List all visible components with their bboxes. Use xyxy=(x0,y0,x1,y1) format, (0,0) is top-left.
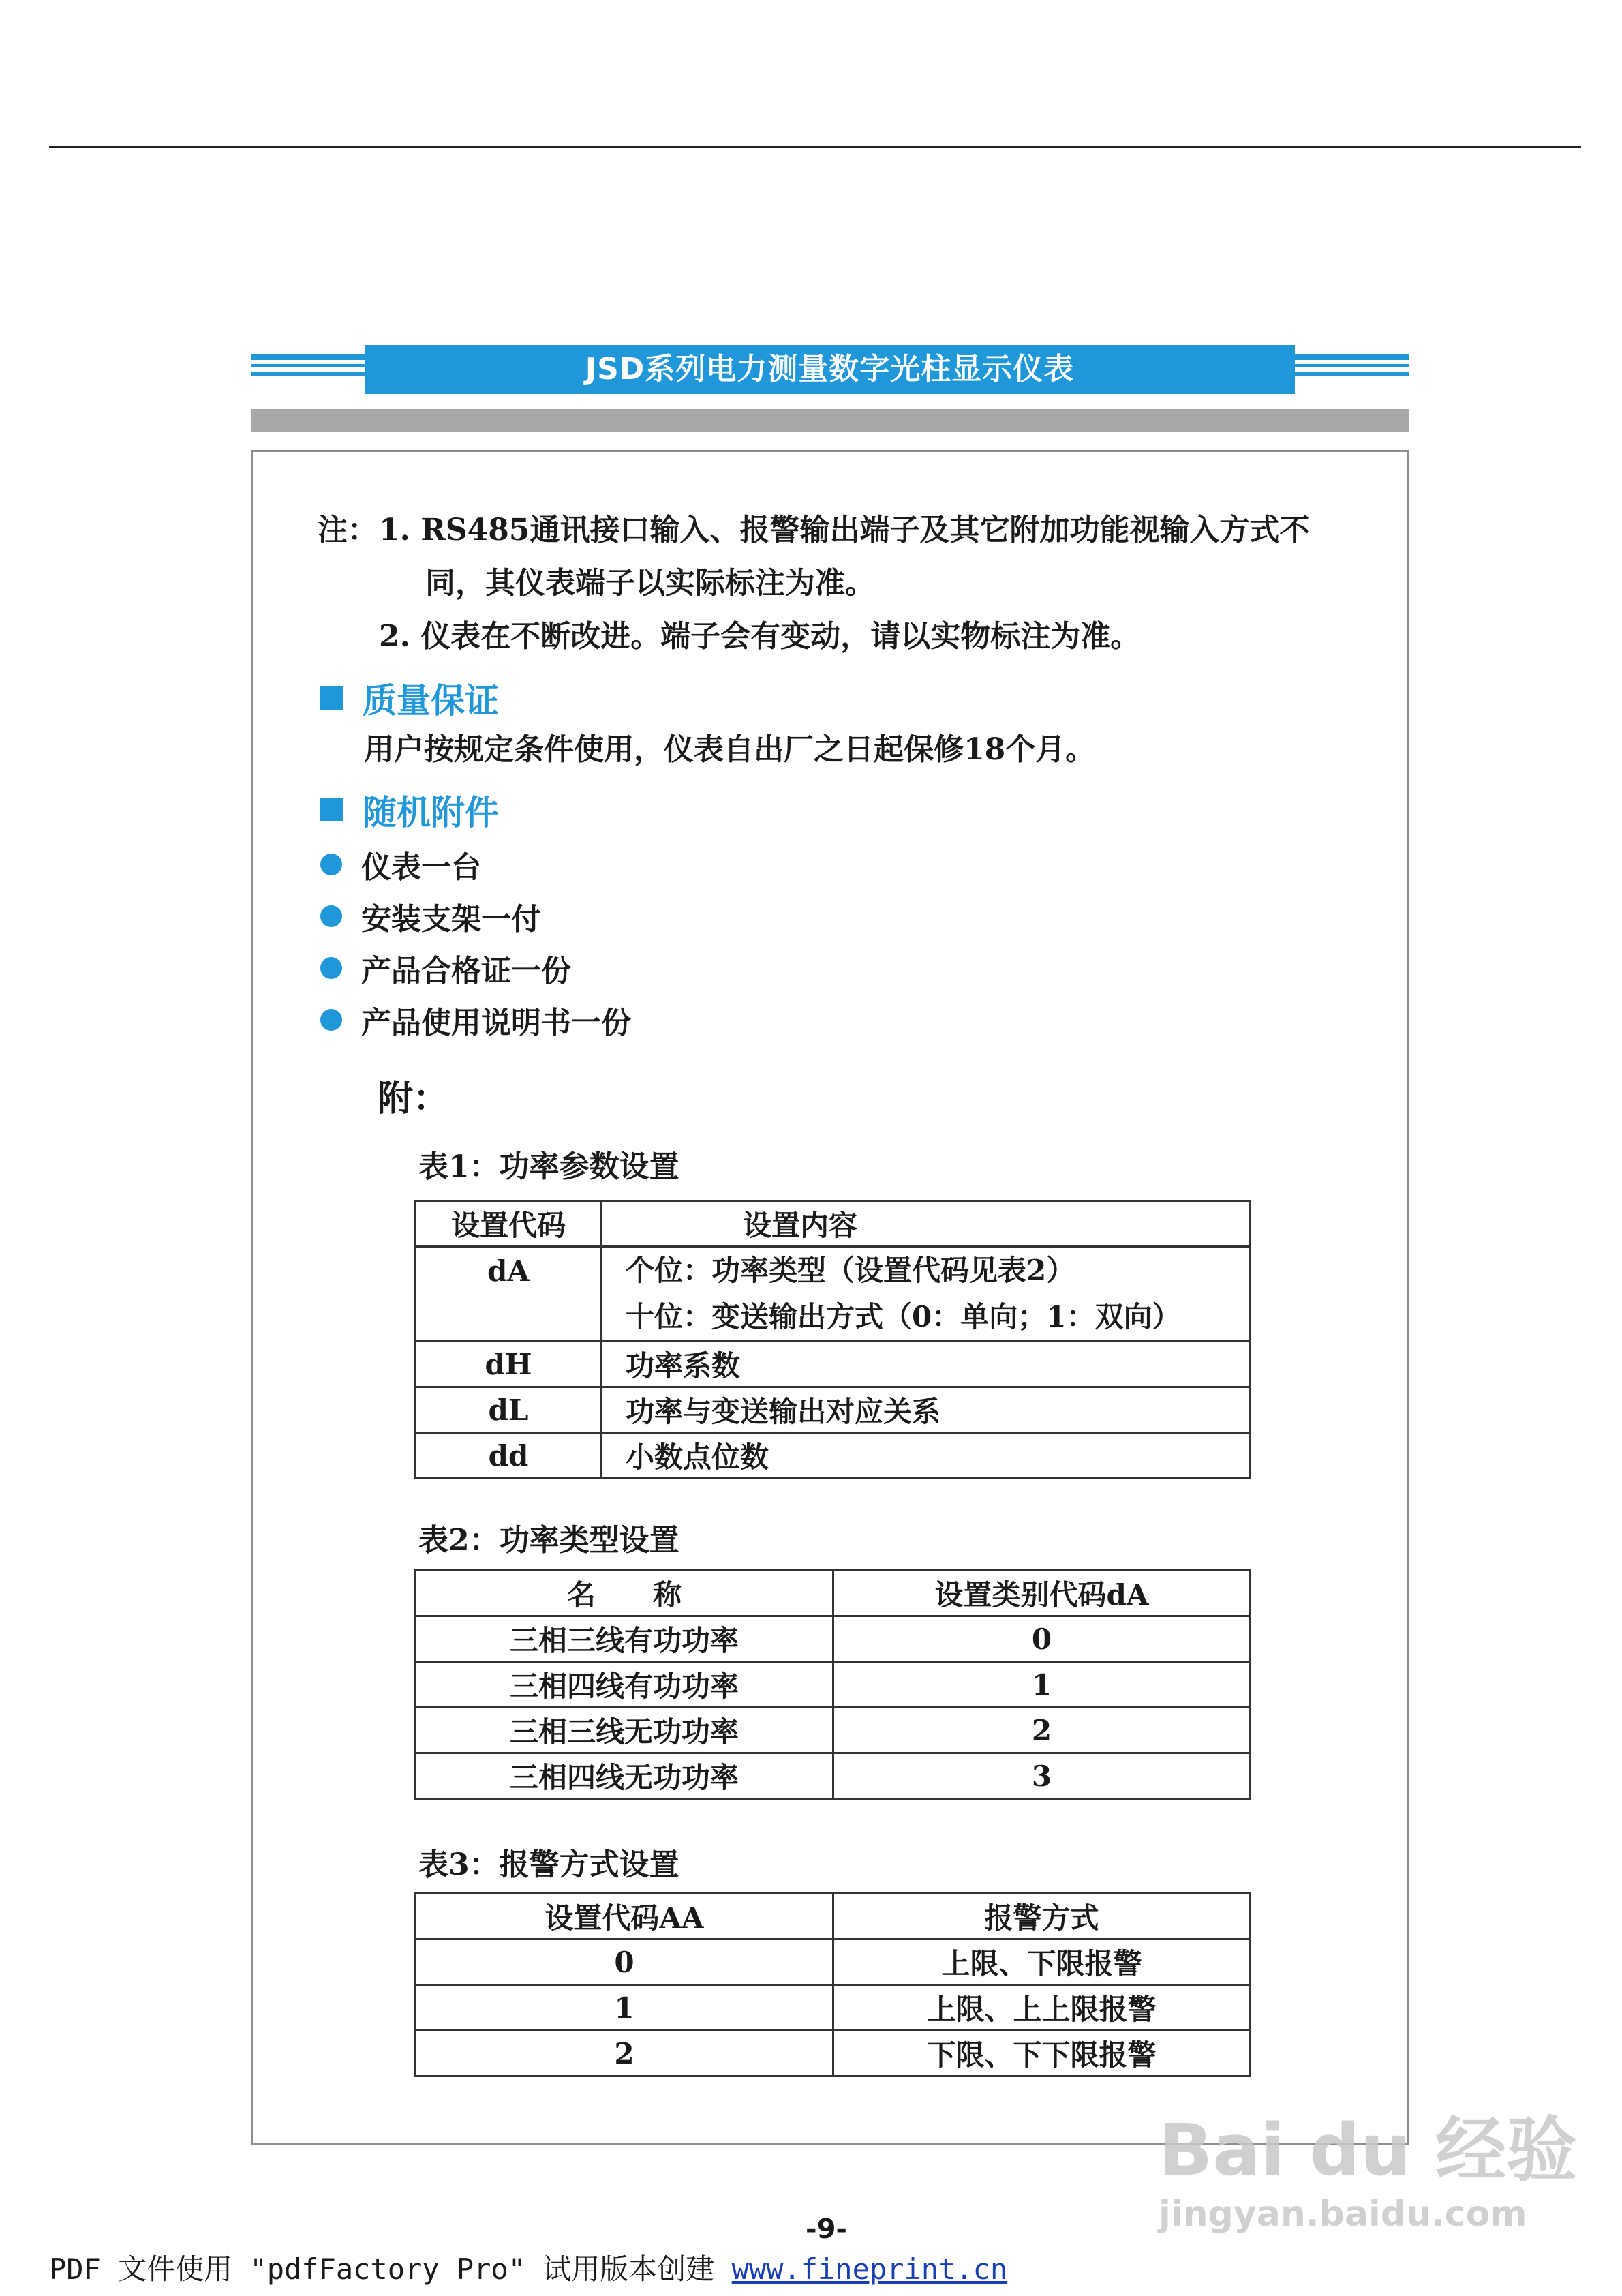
appendix-label: 附： xyxy=(378,1078,449,1119)
list-item: 仪表一台 xyxy=(320,843,481,886)
header-title: JSD系列电力测量数字光柱显示仪表 xyxy=(365,345,1295,394)
list-item: 产品合格证一份 xyxy=(320,946,571,990)
quality-heading xyxy=(320,674,499,723)
table-row: 2 下限、下下限报警 xyxy=(416,2031,1251,2076)
bullet-icon xyxy=(320,1009,342,1031)
table-row: dL 功率与变送输出对应关系 xyxy=(416,1387,1251,1433)
table3-caption: 表3：报警方式设置 xyxy=(418,1847,679,1882)
accessories-heading-text: 随机附件 xyxy=(363,793,499,832)
table-row: 三相四线有功功率 1 xyxy=(416,1662,1251,1708)
table-row: dH 功率系数 xyxy=(416,1342,1251,1387)
table-row: dd 小数点位数 xyxy=(416,1433,1251,1479)
baidu-watermark-brand: Bai du 经验 xyxy=(1159,2109,1577,2192)
gray-divider xyxy=(251,409,1409,432)
pdf-footer-text: PDF 文件使用 "pdfFactory Pro" 试用版本创建 xyxy=(49,2252,732,2286)
table-row: 三相四线无功功率 3 xyxy=(416,1753,1251,1799)
note-1-line2: 同，其仪表端子以实际标注为准。 xyxy=(425,566,875,601)
pdf-footer xyxy=(49,2247,1007,2288)
table-header-row: 设置代码AA 报警方式 xyxy=(416,1894,1251,1939)
bullet-icon xyxy=(320,957,342,979)
table-row: 三相三线有功功率 0 xyxy=(416,1616,1251,1662)
table-header-row: 名 称 设置类别代码dA xyxy=(416,1571,1251,1616)
bullet-icon xyxy=(320,905,342,927)
table-row: dA 个位：功率类型（设置代码见表2） 十位：变送输出方式（0：单向；1：双向） xyxy=(416,1247,1251,1342)
table-row: 0 上限、下限报警 xyxy=(416,1939,1251,1985)
table1-caption: 表1：功率参数设置 xyxy=(418,1149,679,1184)
table-header-row: 设置代码 设置内容 xyxy=(416,1201,1251,1247)
bullet-icon xyxy=(320,854,342,875)
table-row: 1 上限、上上限报警 xyxy=(416,1985,1251,2031)
accessories-heading xyxy=(320,785,499,834)
list-item: 产品使用说明书一份 xyxy=(320,998,631,1042)
list-item: 安装支架一付 xyxy=(320,894,541,938)
note-1-line1: 1. RS485通讯接口输入、报警输出端子及其它附加功能视输入方式不 xyxy=(379,513,1310,547)
quality-heading-text: 质量保证 xyxy=(363,681,499,721)
note-label: 注： xyxy=(318,513,378,547)
note-2: 2. 仪表在不断改进。端子会有变动，请以实物标注为准。 xyxy=(379,619,1141,654)
quality-text: 用户按规定条件使用，仪表自出厂之日起保修18个月。 xyxy=(364,732,1096,767)
table3 xyxy=(414,1892,1251,2077)
top-rule xyxy=(49,146,1581,148)
baidu-watermark-url: jingyan.baidu.com xyxy=(1159,2194,1527,2235)
table1 xyxy=(414,1200,1251,1479)
table2 xyxy=(414,1569,1251,1800)
fineprint-link[interactable]: www.fineprint.cn xyxy=(731,2252,1008,2286)
square-icon xyxy=(320,798,343,821)
table-row: 三相三线无功功率 2 xyxy=(416,1708,1251,1753)
page-number: -9- xyxy=(806,2214,848,2245)
square-icon xyxy=(320,686,343,710)
table2-caption: 表2：功率类型设置 xyxy=(418,1523,679,1558)
